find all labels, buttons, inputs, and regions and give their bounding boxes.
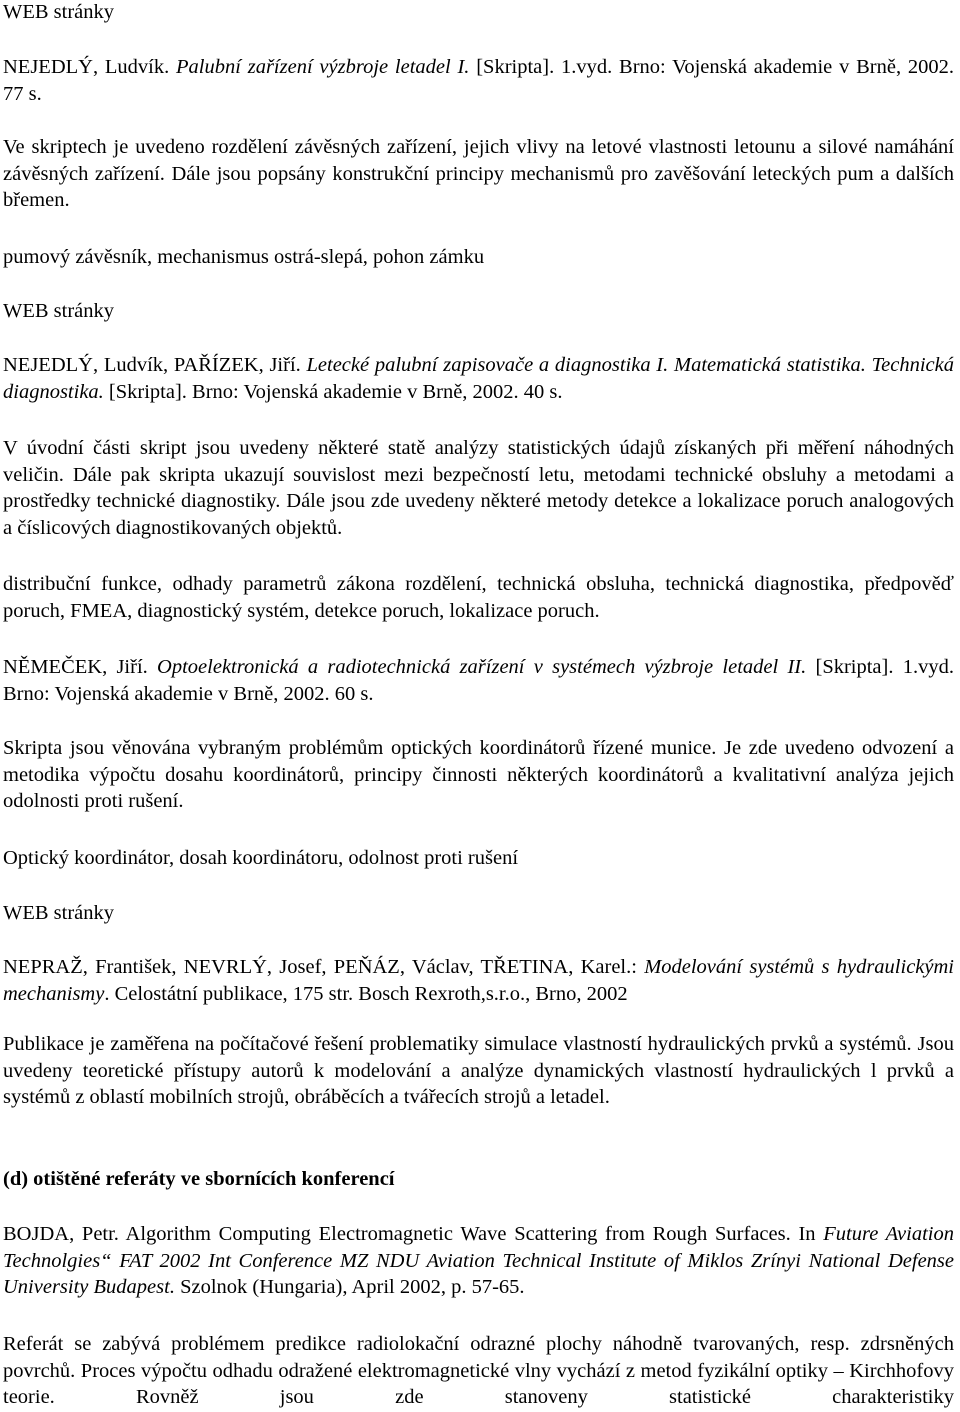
reference-nepraz	[3, 954, 954, 1007]
reference-title: Optoelektronická a radiotechnická zařízení v systémech výzbroje letadel II.	[157, 656, 807, 678]
reference-author: NEJEDLÝ, Ludvík.	[3, 56, 177, 78]
reference-nejedly-parizek	[3, 352, 954, 405]
reference-details: . Celostátní publikace, 175 str. Bosch Rexroth,s.r.o., Brno, 2002	[104, 982, 628, 1005]
reference-details: [Skripta]. Brno: Vojenská akademie v Brně, 2002. 40 s.	[103, 380, 563, 403]
reference-title: Letecké palubní zapisovače a diagnostika I. Matematická statistika. Technická diagnostika.	[3, 354, 955, 403]
abstract-paragraph: Referát se zabývá problémem predikce radiolokační odrazné plochy náhodně tvarovaných, resp. zdrsněných povrchů. Proces výpočtu odhadu odražené elektromagnetické vlny vychází z metod fyzikální optiky – Kirchhofovy teorie. Rovněž jsou zde stanoveny statistické charakteristiky	[3, 1333, 954, 1408]
reference-nejedly-palubni	[3, 54, 954, 107]
reference-title: Modelování systémů s hydraulickými mechanismy	[3, 956, 954, 1005]
reference-details: Szolnok (Hungaria), April 2002, p. 57-65.	[174, 1276, 525, 1298]
reference-title: Future Aviation Technolgies“ FAT 2002 Int Conference MZ NDU Aviation Technical Institute of Miklos Zrínyi National Defense University Budapest.	[3, 1223, 954, 1298]
abstract-part: Ve skriptech je uvedeno rozdělení závěsných zařízení, jejich vlivy na letové vlastnosti letounu a silové namáhání závěsných zařízení.	[3, 136, 954, 185]
reference-details: [Skripta]. 1.vyd. Brno: Vojenská akademie v Brně, 2002. 77 s.	[3, 56, 954, 105]
reference-author: NĚMEČEK, Jiří.	[3, 656, 158, 678]
abstract-paragraph: Publikace je zaměřena na počítačové řešení problematiky simulace vlastností hydraulických prvků a systémů. Jsou uvedeny teoretické přístupy autorů k modelování a analýze dynamických vlastností hydraulických l prvků a systémů z oblastí mobilních strojů, obráběcích a tvářecích strojů a letadel.	[3, 1033, 954, 1108]
abstract-paragraph: Skripta jsou věnována vybraným problémům optických koordinátorů řízené munice. Je zde uvedeno odvození a metodika výpočtu dosahu koordinátorů, principy činnosti některých koordinátorů a kvalitativní analýza jejich odolnosti proti rušení.	[3, 737, 954, 812]
web-pages-label: WEB stránky	[3, 300, 115, 322]
abstract-paragraph: V úvodní části skript jsou uvedeny některé statě analýzy statistických údajů získaných při měření náhodných veličin. Dále pak skripta ukazují souvislost mezi bezpečností letu, metodami technické obsluhy a metodami a prostředky technické diagnostiky. Dále jsou zde uvedeny některé metody detekce a lokalizace poruch analogových a číslicových diagnostikovaných objektů.	[3, 437, 954, 539]
web-pages-label: WEB stránky	[3, 1, 115, 23]
reference-bojda	[3, 1221, 954, 1301]
reference-author: NEJEDLÝ, Ludvík, PAŘÍZEK, Jiří.	[3, 354, 307, 376]
keywords-line: Optický koordinátor, dosah koordinátoru, odolnost proti rušení	[3, 847, 519, 869]
reference-title: Palubní zařízení výzbroje letadel I.	[176, 56, 470, 78]
reference-author: NEPRAŽ, František, NEVRLÝ, Josef, PEŇÁZ, Václav, TŘETINA, Karel.:	[3, 956, 645, 978]
abstract-part: Dále jsou popsány konstrukční principy mechanismů pro zavěšování leteckých pum a dalších břemen.	[3, 162, 954, 211]
web-pages-label: WEB stránky	[3, 902, 115, 924]
reference-nemecek	[3, 654, 954, 707]
keywords-line: pumový závěsník, mechanismus ostrá-slepá, pohon zámku	[3, 246, 485, 268]
abstract-paragraph	[3, 134, 954, 214]
keywords-line: distribuční funkce, odhady parametrů zákona rozdělení, technická obsluha, technická diagnostika, předpověď poruch, FMEA, diagnostický systém, detekce poruch, lokalizace poruch.	[3, 573, 954, 622]
reference-author: BOJDA, Petr. Algorithm Computing Electromagnetic Wave Scattering from Rough Surfaces. In	[3, 1223, 824, 1245]
section-heading: (d) otištěné referáty ve sbornících konferencí	[3, 1168, 395, 1190]
reference-details: [Skripta]. 1.vyd. Brno: Vojenská akademie v Brně, 2002. 60 s.	[3, 656, 954, 705]
